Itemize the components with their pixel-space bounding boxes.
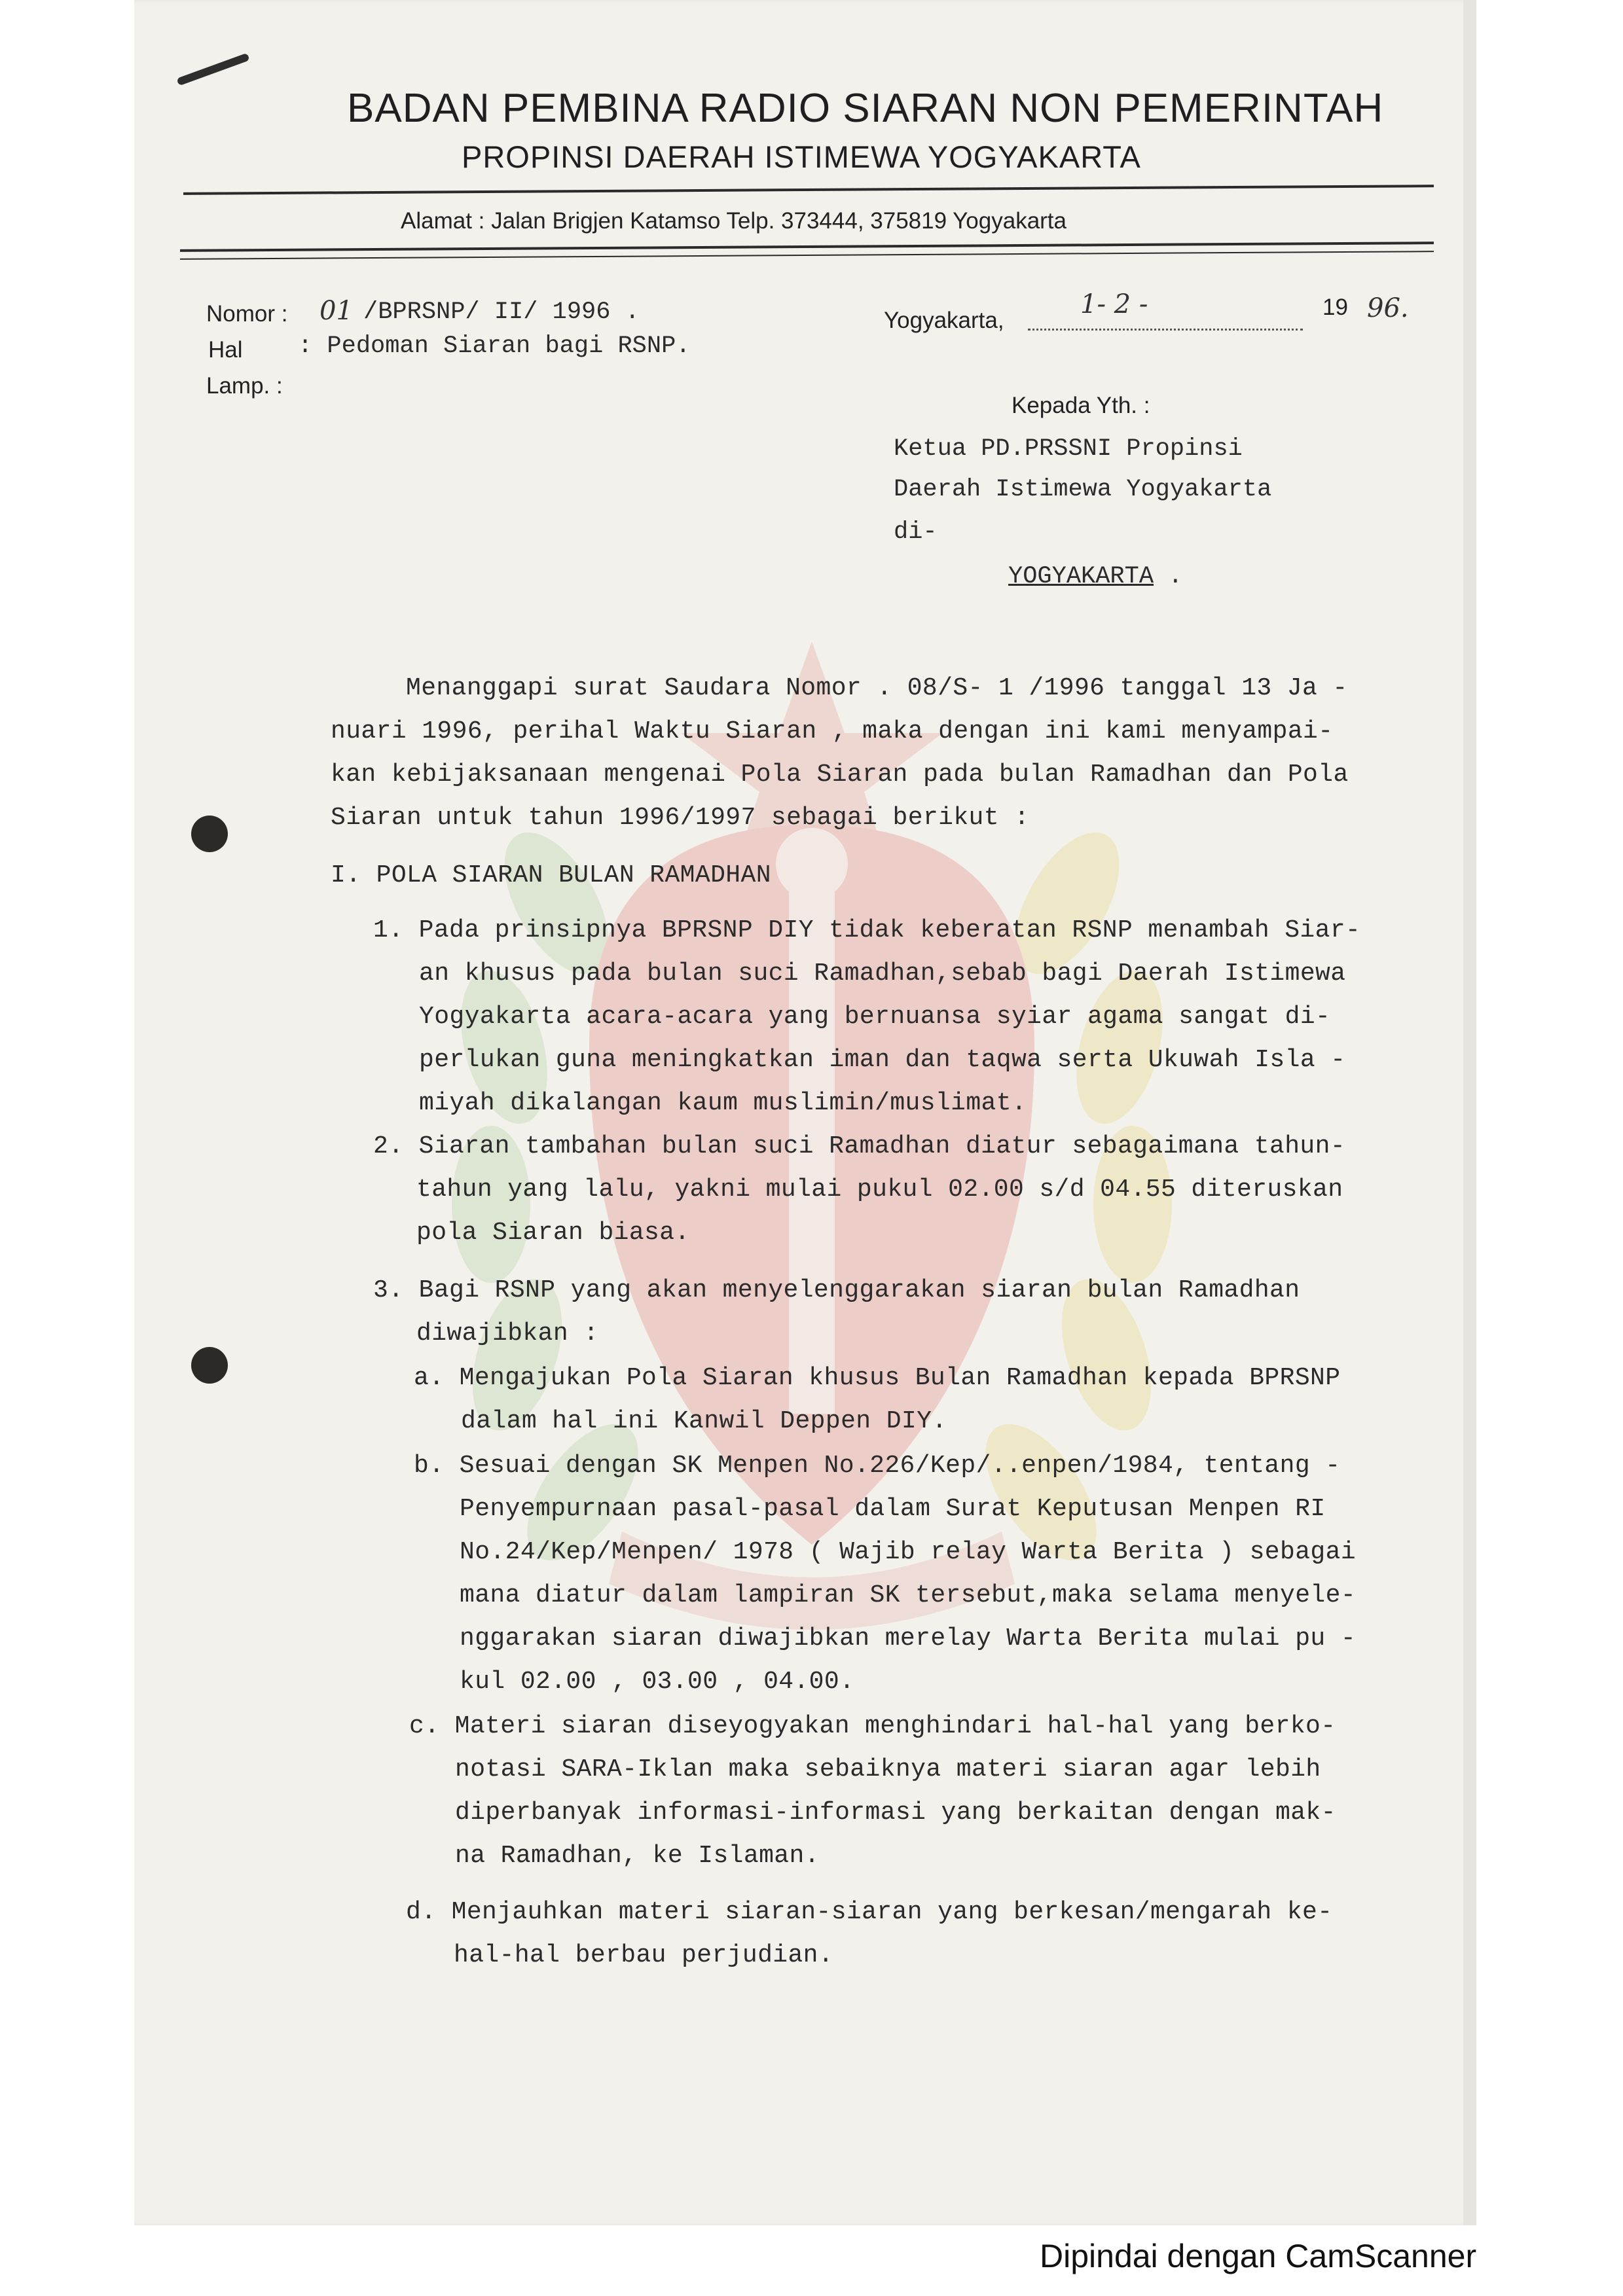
body-line: tahun yang lalu, yakni mulai pukul 02.00 s/d 04.55 diteruskan (416, 1175, 1343, 1204)
body-line: 2. Siaran tambahan bulan suci Ramadhan diatur sebagaimana tahun- (373, 1132, 1346, 1160)
body-line: an khusus pada bulan suci Ramadhan,sebab bagi Daerah Istimewa (419, 960, 1346, 988)
punch-hole (191, 816, 228, 852)
body-line: 3. Bagi RSNP yang akan menyelenggarakan siaran bulan Ramadhan (373, 1276, 1300, 1304)
recipient-city-end: . (1154, 563, 1183, 590)
hal-label: Hal (208, 337, 243, 363)
body-line: c. Materi siaran diseyogyakan menghindari hal-hal yang berko- (409, 1712, 1336, 1740)
body-line: Menanggapi surat Saudara Nomor . 08/S- 1 /1996 tanggal 13 Ja - (406, 674, 1348, 702)
body-line: kan kebijaksanaan mengenai Pola Siaran pada bulan Ramadhan dan Pola (331, 761, 1349, 789)
body-line: kul 02.00 , 03.00 , 04.00. (460, 1668, 855, 1696)
letter-date: 1- 2 - (1080, 289, 1148, 319)
body-line: Siaran untuk tahun 1996/1997 sebagai berikut : (331, 804, 1030, 832)
hal-value: : Pedoman Siaran bagi RSNP. (298, 332, 691, 360)
body-line: miyah dikalangan kaum muslimin/muslimat. (419, 1089, 1027, 1117)
letterhead-region: PROPINSI DAERAH ISTIMEWA YOGYAKARTA (462, 139, 1141, 174)
recipient-city (1008, 563, 1182, 590)
body-line: perlukan guna meningkatkan iman dan taqwa serta Ukuwah Isla - (419, 1046, 1346, 1074)
date-dotted-line (1028, 329, 1303, 331)
body-line: pola Siaran biasa. (416, 1219, 690, 1247)
body-line: hal-hal berbau perjudian. (454, 1941, 834, 1969)
body-line: No.24/Kep/Menpen/ 1978 ( Wajib relay Warta Berita ) sebagai (460, 1538, 1357, 1566)
letter-year-suffix: 96. (1367, 293, 1409, 323)
body-line: dalam hal ini Kanwil Deppen DIY. (461, 1407, 947, 1435)
nomor-handwritten: 01 (319, 296, 353, 326)
nomor-label: Nomor : (206, 301, 288, 327)
body-line: nggarakan siaran diwajibkan merelay Warta Berita mulai pu - (460, 1624, 1357, 1653)
recipient-line2: Daerah Istimewa Yogyakarta (894, 476, 1272, 503)
body-line: notasi SARA-Iklan maka sebaiknya materi siaran agar lebih (455, 1755, 1321, 1784)
recipient-city-name: YOGYAKARTA (1008, 563, 1154, 590)
recipient-line1: Ketua PD.PRSSNI Propinsi (894, 435, 1243, 463)
letterhead-org: BADAN PEMBINA RADIO SIARAN NON PEMERINTAH (347, 86, 1384, 131)
nomor-value: /BPRSNP/ II/ 1996 . (363, 298, 640, 326)
body-line: Yogyakarta acara-acara yang bernuansa syiar agama sangat di- (419, 1003, 1331, 1031)
body-line: diwajibkan : (416, 1319, 599, 1348)
body-line: b. Sesuai dengan SK Menpen No.226/Kep/..enpen/1984, tentang - (414, 1452, 1341, 1480)
lamp-label: Lamp. : (206, 373, 283, 399)
punch-hole (191, 1347, 228, 1384)
body-line: na Ramadhan, ke Islaman. (455, 1842, 820, 1870)
body-line: nuari 1996, perihal Waktu Siaran , maka dengan ini kami menyampai- (331, 717, 1334, 745)
body-line: 1. Pada prinsipnya BPRSNP DIY tidak keberatan RSNP menambah Siar- (373, 916, 1361, 944)
body-line: d. Menjauhkan materi siaran-siaran yang berkesan/mengarah ke- (406, 1898, 1333, 1926)
letter-year-prefix: 19 (1322, 295, 1348, 320)
recipient-kepada: Kepada Yth. : (1012, 393, 1150, 418)
section-heading: I. POLA SIARAN BULAN RAMADHAN (331, 861, 771, 889)
body-line: a. Mengajukan Pola Siaran khusus Bulan Ramadhan kepada BPRSNP (414, 1364, 1341, 1392)
paper-edge (1463, 0, 1476, 2225)
body-line: Penyempurnaan pasal-pasal dalam Surat Keputusan Menpen RI (460, 1495, 1326, 1523)
letterhead-address: Alamat : Jalan Brigjen Katamso Telp. 373444, 375819 Yogyakarta (401, 208, 1067, 234)
body-line: diperbanyak informasi-informasi yang berkaitan dengan mak- (455, 1799, 1336, 1827)
body-line: mana diatur dalam lampiran SK tersebut,maka selama menyele- (460, 1581, 1357, 1609)
camscanner-footer: Dipindai dengan CamScanner (1040, 2238, 1477, 2274)
recipient-line3: di- (894, 518, 938, 546)
letter-place: Yogyakarta, (884, 308, 1004, 333)
